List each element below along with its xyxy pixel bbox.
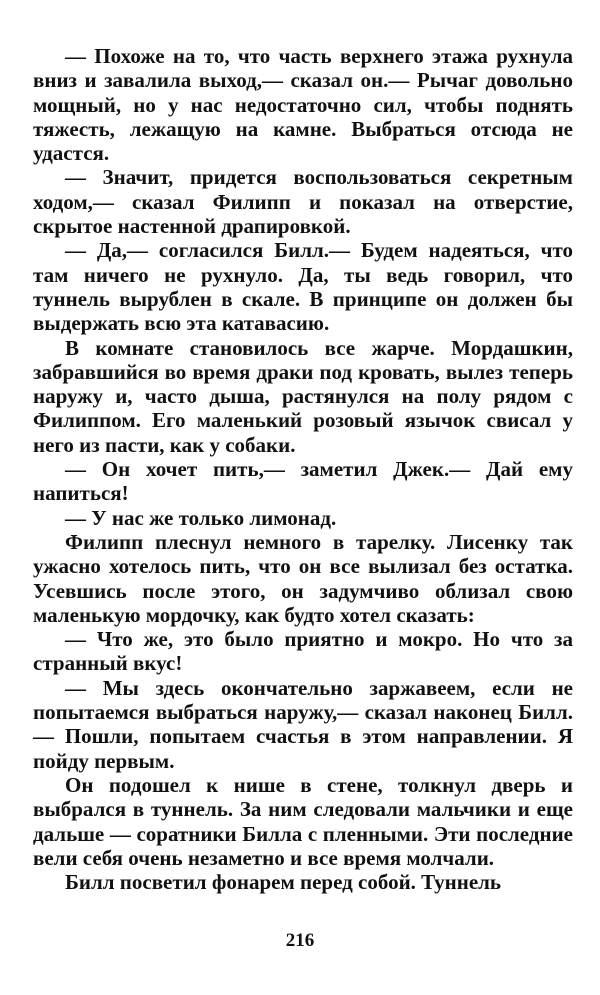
paragraph-4: В комнате становилось все жарче. Мордашкин, забравшийся во время драки под кровать, вылез теперь наружу и, часто дыша, растянулся на полу рядом с Филиппом. Его маленький розовый язычок свисал у него из пасти, как у собаки.: [33, 335, 573, 457]
paragraph-11: Билл посветил фонарем перед собой. Туннель: [65, 870, 502, 895]
paragraph-3: — Да,— согласился Билл.— Будем надеяться, что там ничего не рухнуло. Да, ты ведь говорил, что туннель вырублен в скале. В принципе он должен бы выдержать всю эта катавасию.: [33, 238, 573, 336]
paragraph-5: — Он хочет пить,— заметил Джек.— Дай ему напиться!: [33, 457, 573, 506]
paragraph-1: — Похоже на то, что часть верхнего этажа рухнула вниз и завалила выход,— сказал он.— Рычаг довольно мощный, но у нас недостаточно сил, чтобы поднять тяжесть, лежащую на камне. Выбраться отсюда не удастся.: [33, 44, 573, 166]
page-text: [33, 44, 573, 894]
paragraph-6: — У нас же только лимонад.: [65, 505, 337, 530]
paragraph-10: Он подошел к нише в стене, толкнул дверь и выбрался в туннель. За ним следовали мальчики и еще дальше — соратники Билла с пленными. Эти последние вели себя очень незаметно и все время молчали.: [33, 772, 573, 870]
page-number: 216: [285, 930, 315, 951]
paragraph-9: — Мы здесь окончательно заржавеем, если не попытаемся выбраться наружу,— сказал наконец Билл.— Пошли, попытаем счастья в этом направлении. Я пойду первым.: [33, 675, 573, 773]
paragraph-8: — Что же, это было приятно и мокро. Но что за странный вкус!: [33, 627, 573, 676]
paragraph-7: Филипп плеснул немного в тарелку. Лисенку так ужасно хотелось пить, что он все вылизал без остатка. Усевшись после этого, он задумчиво облизал свою маленькую мордочку, как будто хотел сказать:: [33, 529, 573, 627]
paragraph-2: — Значит, придется воспользоваться секретным ходом,— сказал Филипп и показал на отверстие, скрытое настенной драпировкой.: [33, 165, 573, 239]
